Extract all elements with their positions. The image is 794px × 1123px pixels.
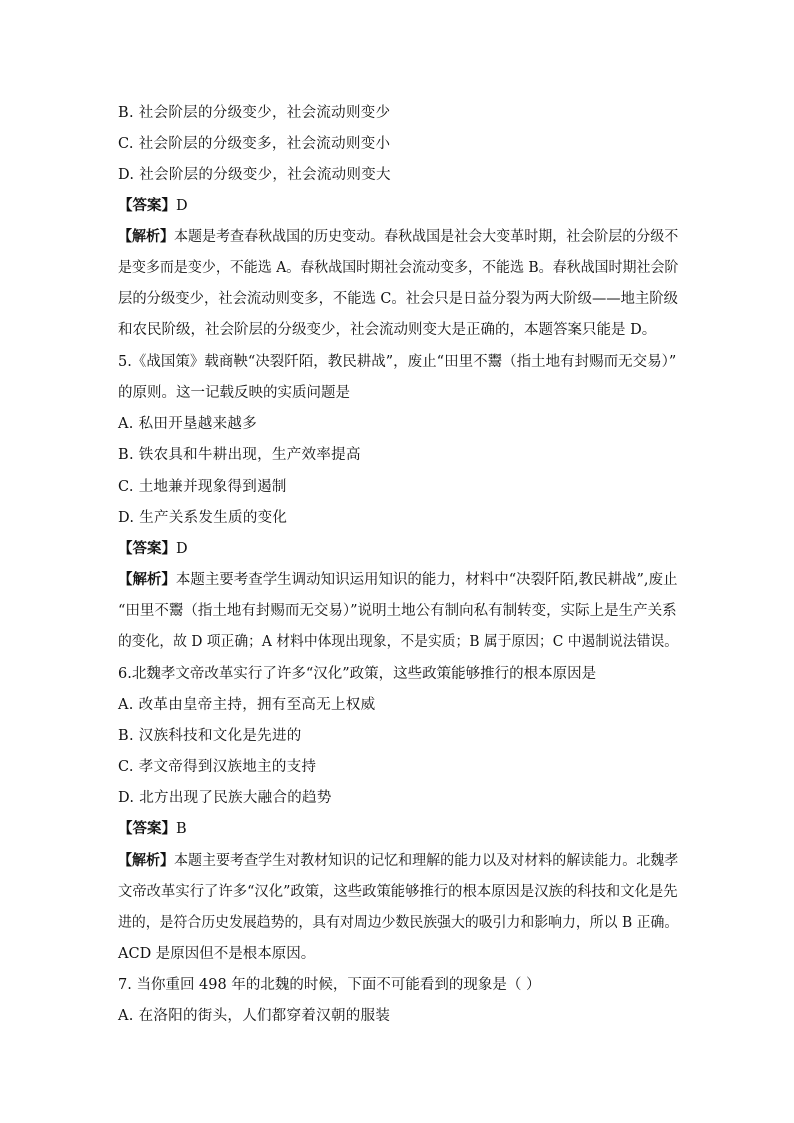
q6-option-a: A. 改革由皇帝主持，拥有至高无上权威 — [118, 697, 376, 713]
q5-option-c: C. 土地兼并现象得到遏制 — [118, 479, 287, 495]
q5-stem-line-1: 5.《战国策》载商鞅“决裂阡陌，教民耕战”，废止“田里不鬻（指土地有封赐而无交易）” — [118, 354, 677, 370]
q7-stem-line-1: 7. 当你重回 498 年的北魏的时候，下面不可能看到的现象是（ ） — [118, 977, 541, 993]
q4-analysis-line-4: 和农民阶级，社会阶层的分级变少，社会流动则变大是正确的，本题答案只能是 D。 — [118, 322, 657, 338]
q5-analysis-line-1: 【解析】本题主要考查学生调动知识运用知识的能力，材料中“决裂阡陌,教民耕战”,废止 — [118, 571, 678, 588]
q4-analysis-line-3: 层的分级变少，社会流动则变多，不能选 C。社会只是日益分裂为两大阶级——地主阶级 — [118, 291, 678, 307]
q6-option-d: D. 北方出现了民族大融合的趋势 — [118, 790, 332, 806]
answer-value: D — [176, 198, 188, 214]
q6-option-c: C. 孝文帝得到汉族地主的支持 — [118, 759, 317, 775]
q5-option-b: B. 铁农具和牛耕出现，生产效率提高 — [118, 447, 361, 463]
q4-option-b: B. 社会阶层的分级变少，社会流动则变少 — [118, 105, 391, 121]
answer-tag: 【答案】 — [118, 540, 176, 557]
q6-option-b: B. 汉族科技和文化是先进的 — [118, 728, 302, 744]
analysis-tag: 【解析】 — [118, 571, 176, 588]
q5-analysis-line-3: 的变化，故 D 项正确；A 材料中体现出现象，不是实质；B 属于原因；C 中遏制说法错误。 — [118, 634, 679, 650]
q6-answer — [118, 819, 187, 839]
q7-option-a: A. 在洛阳的街头，人们都穿着汉朝的服装 — [118, 1008, 391, 1024]
q6-analysis-line-2: 文帝改革实行了许多“汉化”政策，这些政策能够推行的根本原因是汉族的科技和文化是先 — [118, 884, 678, 900]
answer-value: B — [176, 821, 187, 837]
q4-answer — [118, 196, 188, 216]
q6-analysis-line-1: 【解析】本题主要考查学生对教材知识的记忆和理解的能力以及对材料的解读能力。北魏孝 — [118, 852, 679, 869]
q5-option-a: A. 私田开垦越来越多 — [118, 416, 257, 432]
q6-analysis-line-3: 进的，是符合历史发展趋势的，具有对周边少数民族强大的吸引力和影响力，所以 B 正确。 — [118, 915, 679, 931]
q4-analysis-line-2: 是变多而是变少，不能选 A。春秋战国时期社会流动变多，不能选 B。春秋战国时期社会阶 — [118, 260, 679, 276]
q5-analysis-line-2: “田里不鬻（指土地有封赐而无交易）”说明土地公有制向私有制转变，实际上是生产关系 — [118, 603, 677, 619]
q6-stem-line-1: 6.北魏孝文帝改革实行了许多“汉化”政策，这些政策能够推行的根本原因是 — [118, 666, 597, 682]
q4-option-d: D. 社会阶层的分级变少，社会流动则变大 — [118, 167, 391, 183]
q4-option-c: C. 社会阶层的分级变多，社会流动则变小 — [118, 136, 391, 152]
q5-option-d: D. 生产关系发生质的变化 — [118, 510, 288, 526]
answer-tag: 【答案】 — [118, 197, 176, 214]
q6-analysis-line-4: ACD 是原因但不是根本原因。 — [118, 946, 316, 962]
answer-tag: 【答案】 — [118, 820, 176, 837]
analysis-tag: 【解析】 — [118, 852, 175, 869]
analysis-tag: 【解析】 — [118, 228, 175, 245]
q5-stem-line-2: 的原则。这一记载反映的实质问题是 — [118, 385, 350, 401]
q4-analysis-line-1: 【解析】本题是考查春秋战国的历史变动。春秋战国是社会大变革时期，社会阶层的分级不 — [118, 228, 679, 245]
answer-value: D — [176, 541, 188, 557]
q5-answer — [118, 539, 188, 559]
